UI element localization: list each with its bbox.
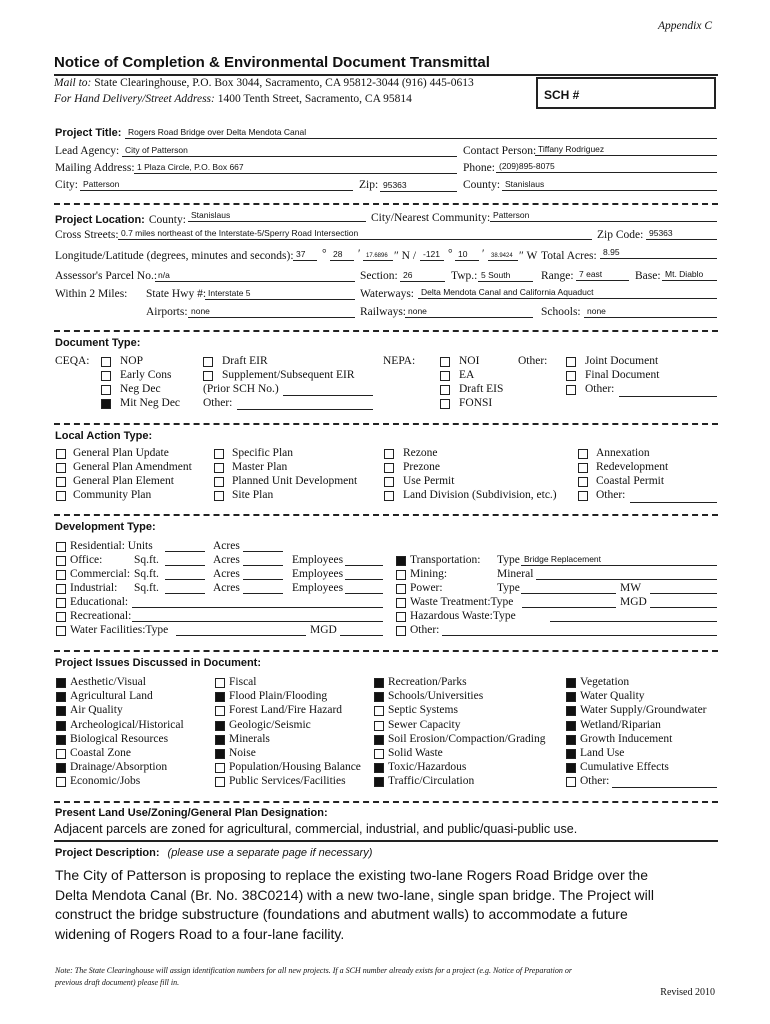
- local-action-prezone-label: Prezone: [403, 461, 441, 473]
- water-facilities-type-field[interactable]: [176, 635, 306, 636]
- issue-solid-waste-label: Solid Waste: [388, 747, 443, 759]
- ceqa-neg-dec-label: Neg Dec: [120, 383, 161, 395]
- local-action-other-checkbox[interactable]: [578, 491, 588, 501]
- ceqa-mit-neg-dec-label: Mit Neg Dec: [120, 397, 181, 409]
- community-label: City/Nearest Community:: [371, 212, 491, 224]
- office-employees-label: Employees: [292, 554, 344, 566]
- transportation-label: Transportation:: [410, 554, 481, 566]
- waste-treatment-field[interactable]: [522, 607, 616, 608]
- issue-fiscal-checkbox[interactable]: [215, 678, 225, 688]
- latlong-label: Longitude/Latitude (degrees, minutes and seconds):: [55, 250, 294, 262]
- phone-label: Phone:: [463, 162, 495, 174]
- office-label: Office:: [70, 554, 103, 566]
- local-action-site-plan-label: Site Plan: [232, 489, 274, 501]
- development-other-checkbox[interactable]: [396, 626, 406, 636]
- issue-water-quality-label: Water Quality: [580, 690, 645, 703]
- issue-sewer-capacity-label: Sewer Capacity: [388, 718, 461, 731]
- industrial-acres-label: Acres: [213, 582, 240, 594]
- hand-delivery-line: For Hand Delivery/Street Address: 1400 Tenth Street, Sacramento, CA 95814: [54, 93, 412, 105]
- mineral-field[interactable]: [536, 579, 717, 580]
- water-facilities-checkbox[interactable]: [56, 626, 66, 636]
- airports-label: Airports:: [146, 306, 188, 318]
- development-other-label: Other:: [410, 624, 440, 636]
- issue-wetland-riparian-label: Wetland/Riparian: [580, 718, 661, 731]
- issue-aesthetic-visual-label: Aesthetic/Visual: [70, 676, 146, 688]
- minute-symbol: ′: [482, 248, 485, 260]
- issue-schools-universities-checkbox[interactable]: [374, 692, 384, 702]
- waterways-field[interactable]: Delta Mendota Canal and California Aquaduct: [418, 286, 717, 299]
- lon-seconds-field[interactable]: 38.9424: [488, 248, 518, 261]
- office-acres-field[interactable]: [243, 565, 283, 566]
- commercial-sqft-field[interactable]: [165, 579, 205, 580]
- office-employees-field[interactable]: [345, 565, 383, 566]
- waste-mgd-label: MGD: [620, 596, 647, 608]
- industrial-employees-label: Employees: [292, 582, 344, 594]
- community-field[interactable]: Patterson: [490, 209, 717, 222]
- local-action-general-plan-amendment-label: General Plan Amendment: [73, 461, 192, 473]
- issue-forest-land-fire-hazard-checkbox[interactable]: [215, 706, 225, 716]
- power-mw-field[interactable]: [650, 593, 717, 594]
- issue-population-housing-balance-label: Population/Housing Balance: [229, 761, 361, 774]
- issue-sewer-capacity-checkbox[interactable]: [374, 721, 384, 731]
- ceqa-neg-dec-checkbox[interactable]: [101, 385, 111, 395]
- local-action-planned-unit-development-checkbox[interactable]: [214, 477, 224, 487]
- base-label: Base:: [635, 270, 661, 282]
- industrial-label: Industrial:: [70, 582, 118, 594]
- local-action-use-permit-checkbox[interactable]: [384, 477, 394, 487]
- commercial-sqft-label: Sq.ft.: [134, 568, 159, 580]
- nepa-label: NEPA:: [383, 355, 416, 367]
- issue-water-supply-groundwater-checkbox[interactable]: [566, 706, 576, 716]
- local-action-redevelopment-checkbox[interactable]: [578, 463, 588, 473]
- contact-field[interactable]: Tiffany Rodriguez: [535, 143, 717, 156]
- description-line: The City of Patterson is proposing to replace the existing two-lane Rogers Road Bridge over the: [55, 867, 648, 883]
- office-sqft-label: Sq.ft.: [134, 554, 159, 566]
- twp-field[interactable]: 5 South: [478, 269, 533, 282]
- issue-air-quality-checkbox[interactable]: [56, 706, 66, 716]
- industrial-checkbox[interactable]: [56, 584, 66, 594]
- north-label: ″ N /: [394, 250, 417, 262]
- ceqa-other-label: Other:: [203, 397, 233, 409]
- section-label: Section:: [360, 270, 398, 282]
- airports-field[interactable]: none: [188, 305, 355, 318]
- issue-traffic-circulation-checkbox[interactable]: [374, 777, 384, 787]
- issues-other-field[interactable]: [612, 787, 717, 788]
- description-line: construct the bridge substructure (foundations and abutment walls) to accommodate a future: [55, 906, 628, 922]
- issue-traffic-circulation-label: Traffic/Circulation: [388, 775, 475, 788]
- power-type-field[interactable]: [521, 593, 616, 594]
- industrial-acres-field[interactable]: [243, 593, 283, 594]
- local-action-land-division-subdivision-etc-checkbox[interactable]: [384, 491, 394, 501]
- issue-wetland-riparian-checkbox[interactable]: [566, 721, 576, 731]
- hazardous-waste-label: Hazardous Waste:Type: [410, 610, 516, 622]
- industrial-sqft-label: Sq.ft.: [134, 582, 159, 594]
- project-title-field[interactable]: Rogers Road Bridge over Delta Mendota Canal: [125, 126, 717, 139]
- project-issues-heading: Project Issues Discussed in Document:: [55, 657, 262, 669]
- residential-acres-label: Acres: [213, 540, 240, 552]
- office-sqft-field[interactable]: [165, 565, 205, 566]
- issue-agricultural-land-label: Agricultural Land: [70, 690, 153, 703]
- power-label: Power:: [410, 582, 443, 594]
- educational-checkbox[interactable]: [56, 598, 66, 608]
- residential-label: Residential: Units: [70, 540, 153, 552]
- mailing-field[interactable]: 1 Plaza Circle, P.O. Box 667: [134, 161, 457, 174]
- issue-coastal-zone-label: Coastal Zone: [70, 747, 131, 759]
- issue-geologic-seismic-checkbox[interactable]: [215, 721, 225, 731]
- nepa-noi-checkbox[interactable]: [440, 357, 450, 367]
- recreational-label: Recreational:: [70, 610, 132, 622]
- issue-drainage-absorption-label: Drainage/Absorption: [70, 761, 168, 774]
- local-action-general-plan-update-label: General Plan Update: [73, 447, 169, 459]
- apn-label: Assessor's Parcel No.:: [55, 270, 158, 282]
- issue-water-supply-groundwater-label: Water Supply/Groundwater: [580, 704, 707, 717]
- local-action-coastal-permit-checkbox[interactable]: [578, 477, 588, 487]
- footnote: [55, 965, 572, 989]
- issue-population-housing-balance-checkbox[interactable]: [215, 763, 225, 773]
- other-document-checkbox[interactable]: [566, 385, 576, 395]
- hazardous-waste-field[interactable]: [550, 621, 717, 622]
- waste-treatment-label: Waste Treatment:Type: [410, 596, 514, 608]
- nepa-fonsi-label: FONSI: [459, 397, 493, 409]
- issue-cumulative-effects-label: Cumulative Effects: [580, 761, 669, 774]
- prior-sch-label: (Prior SCH No.): [203, 383, 279, 395]
- within-label: Within 2 Miles:: [55, 288, 128, 300]
- description-line: widening of Rogers Road to a four-lane facility.: [55, 925, 345, 942]
- ceqa-early-cons-checkbox[interactable]: [101, 371, 111, 381]
- recreational-checkbox[interactable]: [56, 612, 66, 622]
- residential-acres-field[interactable]: [243, 551, 283, 552]
- west-label: ″ W: [519, 250, 538, 262]
- mail-to-line: Mail to: State Clearinghouse, P.O. Box 3044, Sacramento, CA 95812-3044 (916) 445-0613: [54, 77, 474, 89]
- local-action-general-plan-element-checkbox[interactable]: [56, 477, 66, 487]
- local-action-master-plan-checkbox[interactable]: [214, 463, 224, 473]
- form-title: Notice of Completion & Environmental Document Transmittal: [54, 54, 490, 71]
- local-action-master-plan-label: Master Plan: [232, 461, 288, 473]
- commercial-acres-field[interactable]: [243, 579, 283, 580]
- joint-document-label: Joint Document: [585, 355, 659, 367]
- residential-units-field[interactable]: [165, 551, 205, 552]
- issue-other-checkbox[interactable]: [566, 777, 576, 787]
- nepa-noi-label: NOI: [459, 355, 480, 367]
- transportation-type-field[interactable]: Bridge Replacement: [521, 553, 717, 566]
- project-description: [55, 866, 654, 944]
- issue-minerals-checkbox[interactable]: [215, 735, 225, 745]
- educational-field[interactable]: [132, 607, 383, 608]
- issue-archeological-historical-checkbox[interactable]: [56, 721, 66, 731]
- lat-degrees-field[interactable]: 37: [293, 248, 317, 261]
- issue-toxic-hazardous-checkbox[interactable]: [374, 763, 384, 773]
- issue-economic-jobs-label: Economic/Jobs: [70, 775, 141, 788]
- mailing-label: Mailing Address:: [55, 162, 135, 174]
- office-acres-label: Acres: [213, 554, 240, 566]
- local-action-annexation-label: Annexation: [596, 447, 650, 459]
- issue-other-label: Other:: [580, 775, 610, 788]
- zip-code-label: Zip Code:: [597, 229, 644, 241]
- other-document-field[interactable]: [619, 396, 717, 397]
- educational-label: Educational:: [70, 596, 129, 608]
- local-action-prezone-checkbox[interactable]: [384, 463, 394, 473]
- railways-label: Railways:: [360, 306, 406, 318]
- county-label: County:: [463, 179, 501, 191]
- issue-soil-erosion-compaction-grading-checkbox[interactable]: [374, 735, 384, 745]
- water-mgd-label: MGD: [310, 624, 337, 636]
- local-action-redevelopment-label: Redevelopment: [596, 461, 669, 473]
- base-field[interactable]: Mt. Diablo: [662, 268, 717, 281]
- commercial-acres-label: Acres: [213, 568, 240, 580]
- revised-label: Revised 2010: [660, 987, 715, 998]
- lon-degrees-field[interactable]: -121: [420, 248, 444, 261]
- issue-biological-resources-label: Biological Resources: [70, 732, 169, 745]
- industrial-employees-field[interactable]: [345, 593, 383, 594]
- development-type-heading: Development Type:: [55, 521, 156, 533]
- final-document-checkbox[interactable]: [566, 371, 576, 381]
- draft-eir-checkbox[interactable]: [203, 357, 213, 367]
- local-action-annexation-checkbox[interactable]: [578, 449, 588, 459]
- document-type-heading: Document Type:: [55, 337, 141, 349]
- issue-fiscal-label: Fiscal: [229, 676, 257, 688]
- issue-flood-plain-flooding-label: Flood Plain/Flooding: [229, 690, 328, 703]
- issue-archeological-historical-label: Archeological/Historical: [70, 718, 184, 731]
- location-county-field[interactable]: Stanislaus: [188, 209, 366, 222]
- issue-drainage-absorption-checkbox[interactable]: [56, 763, 66, 773]
- issue-public-services-facilities-label: Public Services/Facilities: [229, 775, 346, 788]
- description-note: (please use a separate page if necessary): [167, 847, 373, 859]
- issue-soil-erosion-compaction-grading-label: Soil Erosion/Compaction/Grading: [388, 732, 546, 745]
- issue-land-use-checkbox[interactable]: [566, 749, 576, 759]
- issue-air-quality-label: Air Quality: [70, 704, 123, 717]
- project-title-label: Project Title:: [55, 127, 122, 139]
- schools-field[interactable]: none: [584, 305, 717, 318]
- location-heading: Project Location: County:: [55, 214, 186, 226]
- description-heading-row: [55, 843, 372, 861]
- issue-recreation-parks-label: Recreation/Parks: [388, 676, 467, 688]
- commercial-employees-label: Employees: [292, 568, 344, 580]
- issue-biological-resources-checkbox[interactable]: [56, 735, 66, 745]
- section-field[interactable]: 26: [400, 269, 445, 282]
- nepa-ea-label: EA: [459, 369, 475, 381]
- local-action-heading: Local Action Type:: [55, 430, 153, 442]
- footnote-line: previous draft document) please fill in.: [55, 978, 180, 987]
- issue-growth-inducement-checkbox[interactable]: [566, 735, 576, 745]
- local-action-other-label: Other:: [596, 489, 626, 501]
- power-checkbox[interactable]: [396, 584, 406, 594]
- phone-field[interactable]: (209)895-8075: [496, 160, 717, 173]
- transportation-type-label: Type: [497, 554, 520, 566]
- county-field[interactable]: Stanislaus: [502, 178, 717, 191]
- transportation-checkbox[interactable]: [396, 556, 406, 566]
- draft-eir-label: Draft EIR: [222, 355, 268, 367]
- ceqa-nop-label: NOP: [120, 355, 144, 367]
- local-action-planned-unit-development-label: Planned Unit Development: [232, 475, 358, 487]
- issue-geologic-seismic-label: Geologic/Seismic: [229, 718, 311, 731]
- zip-label: Zip:: [359, 179, 379, 191]
- description-line: Delta Mendota Canal (Br. No. 38C0214) with a new two-lane, single span bridge. The Project will: [55, 886, 654, 903]
- local-action-specific-plan-label: Specific Plan: [232, 447, 293, 459]
- city-field[interactable]: Patterson: [80, 178, 353, 191]
- description-heading: Project Description:: [55, 847, 160, 859]
- local-action-rezone-checkbox[interactable]: [384, 449, 394, 459]
- supplement-eir-label: Supplement/Subsequent EIR: [222, 369, 355, 381]
- issue-solid-waste-checkbox[interactable]: [374, 749, 384, 759]
- development-other-field[interactable]: [442, 635, 717, 636]
- lat-minutes-field[interactable]: 28: [330, 248, 354, 261]
- railways-field[interactable]: none: [405, 305, 533, 318]
- local-action-general-plan-amendment-checkbox[interactable]: [56, 463, 66, 473]
- ceqa-label: CEQA:: [55, 355, 90, 367]
- cross-streets-label: Cross Streets:: [55, 229, 119, 241]
- industrial-sqft-field[interactable]: [165, 593, 205, 594]
- local-action-land-division-subdivision-etc-label: Land Division (Subdivision, etc.): [403, 489, 557, 501]
- hazardous-waste-checkbox[interactable]: [396, 612, 406, 622]
- ceqa-nop-checkbox[interactable]: [101, 357, 111, 367]
- other-doc-label: Other:: [518, 355, 548, 367]
- water-facilities-label: Water Facilities:Type: [70, 624, 169, 636]
- land-use-text: Adjacent parcels are zoned for agricultural, commercial, industrial, and public/quasi-public use.: [54, 822, 578, 836]
- nepa-draft-eis-label: Draft EIS: [459, 383, 504, 395]
- residential-checkbox[interactable]: [56, 542, 66, 552]
- appendix-label: Appendix C: [658, 20, 712, 32]
- nepa-fonsi-checkbox[interactable]: [440, 399, 450, 409]
- final-document-label: Final Document: [585, 369, 660, 381]
- nepa-draft-eis-checkbox[interactable]: [440, 385, 450, 395]
- issue-economic-jobs-checkbox[interactable]: [56, 777, 66, 787]
- lat-seconds-field[interactable]: 17.6896: [363, 248, 393, 261]
- twp-label: Twp.:: [451, 270, 478, 282]
- issue-coastal-zone-checkbox[interactable]: [56, 749, 66, 759]
- mining-label: Mining:: [410, 568, 448, 580]
- office-checkbox[interactable]: [56, 556, 66, 566]
- degree-symbol: °: [322, 248, 327, 260]
- total-acres-label: Total Acres:: [541, 250, 597, 262]
- local-action-community-plan-label: Community Plan: [73, 489, 152, 501]
- local-action-use-permit-label: Use Permit: [403, 475, 455, 487]
- issue-noise-checkbox[interactable]: [215, 749, 225, 759]
- issue-toxic-hazardous-label: Toxic/Hazardous: [388, 761, 467, 774]
- issue-vegetation-label: Vegetation: [580, 676, 630, 688]
- lead-agency-label: Lead Agency:: [55, 145, 120, 157]
- local-action-site-plan-checkbox[interactable]: [214, 491, 224, 501]
- issue-noise-label: Noise: [229, 747, 256, 759]
- local-action-community-plan-checkbox[interactable]: [56, 491, 66, 501]
- cross-streets-field[interactable]: 0.7 miles northeast of the Interstate-5/Sperry Road Intersection: [118, 227, 592, 240]
- issue-growth-inducement-label: Growth Inducement: [580, 732, 673, 745]
- range-label: Range:: [541, 270, 574, 282]
- local-action-general-plan-update-checkbox[interactable]: [56, 449, 66, 459]
- zip-field[interactable]: 95363: [380, 179, 457, 192]
- power-mw-label: MW: [620, 582, 642, 594]
- lon-minutes-field[interactable]: 10: [455, 248, 479, 261]
- total-acres-field[interactable]: 8.95: [600, 246, 717, 259]
- waterways-label: Waterways:: [360, 288, 414, 300]
- issue-cumulative-effects-checkbox[interactable]: [566, 763, 576, 773]
- ceqa-mit-neg-dec-checkbox[interactable]: [101, 399, 111, 409]
- degree-symbol: °: [448, 248, 453, 260]
- issue-septic-systems-checkbox[interactable]: [374, 706, 384, 716]
- prior-sch-field[interactable]: [283, 395, 373, 396]
- land-use-heading: Present Land Use/Zoning/General Plan Designation:: [55, 807, 328, 819]
- issue-agricultural-land-checkbox[interactable]: [56, 692, 66, 702]
- mining-checkbox[interactable]: [396, 570, 406, 580]
- footnote-line: Note: The State Clearinghouse will assign identification numbers for all new projects. If a SCH number already exists for a project (e.g. Notice of Preparation or: [55, 966, 572, 975]
- issue-schools-universities-label: Schools/Universities: [388, 690, 484, 703]
- issue-forest-land-fire-hazard-label: Forest Land/Fire Hazard: [229, 704, 343, 717]
- waste-mgd-field[interactable]: [650, 607, 717, 608]
- zip-code-field[interactable]: 95363: [646, 227, 717, 240]
- issue-water-quality-checkbox[interactable]: [566, 692, 576, 702]
- ceqa-early-cons-label: Early Cons: [120, 369, 172, 381]
- hwy-field[interactable]: Interstate 5: [205, 287, 355, 300]
- sch-box[interactable]: [536, 77, 716, 109]
- lead-agency-field[interactable]: City of Patterson: [122, 144, 457, 157]
- issue-land-use-label: Land Use: [580, 747, 625, 759]
- hwy-label: State Hwy #:: [146, 288, 207, 300]
- local-action-specific-plan-checkbox[interactable]: [214, 449, 224, 459]
- power-type-label: Type: [497, 582, 520, 594]
- mineral-label: Mineral: [497, 568, 534, 580]
- local-action-other-field[interactable]: [630, 502, 717, 503]
- schools-label: Schools:: [541, 306, 581, 318]
- commercial-employees-field[interactable]: [345, 579, 383, 580]
- issue-aesthetic-visual-checkbox[interactable]: [56, 678, 66, 688]
- issue-septic-systems-label: Septic Systems: [388, 704, 458, 717]
- local-action-rezone-label: Rezone: [403, 447, 438, 459]
- city-label: City:: [55, 179, 79, 191]
- ceqa-other-field[interactable]: [237, 409, 373, 410]
- apn-field[interactable]: n/a: [155, 269, 355, 282]
- local-action-general-plan-element-label: General Plan Element: [73, 475, 174, 487]
- sch-label: SCH #: [544, 88, 580, 102]
- other-document-label: Other:: [585, 383, 615, 395]
- issue-minerals-label: Minerals: [229, 732, 270, 745]
- range-field[interactable]: 7 east: [576, 268, 629, 281]
- commercial-label: Commercial:: [70, 568, 131, 580]
- recreational-field[interactable]: [132, 621, 383, 622]
- commercial-checkbox[interactable]: [56, 570, 66, 580]
- issue-vegetation-checkbox[interactable]: [566, 678, 576, 688]
- contact-label: Contact Person:: [463, 145, 537, 157]
- issue-recreation-parks-checkbox[interactable]: [374, 678, 384, 688]
- local-action-coastal-permit-label: Coastal Permit: [596, 475, 665, 487]
- supplement-eir-checkbox[interactable]: [203, 371, 213, 381]
- waste-treatment-checkbox[interactable]: [396, 598, 406, 608]
- nepa-ea-checkbox[interactable]: [440, 371, 450, 381]
- issue-public-services-facilities-checkbox[interactable]: [215, 777, 225, 787]
- minute-symbol: ′: [358, 248, 361, 260]
- joint-document-checkbox[interactable]: [566, 357, 576, 367]
- issue-flood-plain-flooding-checkbox[interactable]: [215, 692, 225, 702]
- water-mgd-field[interactable]: [340, 635, 383, 636]
